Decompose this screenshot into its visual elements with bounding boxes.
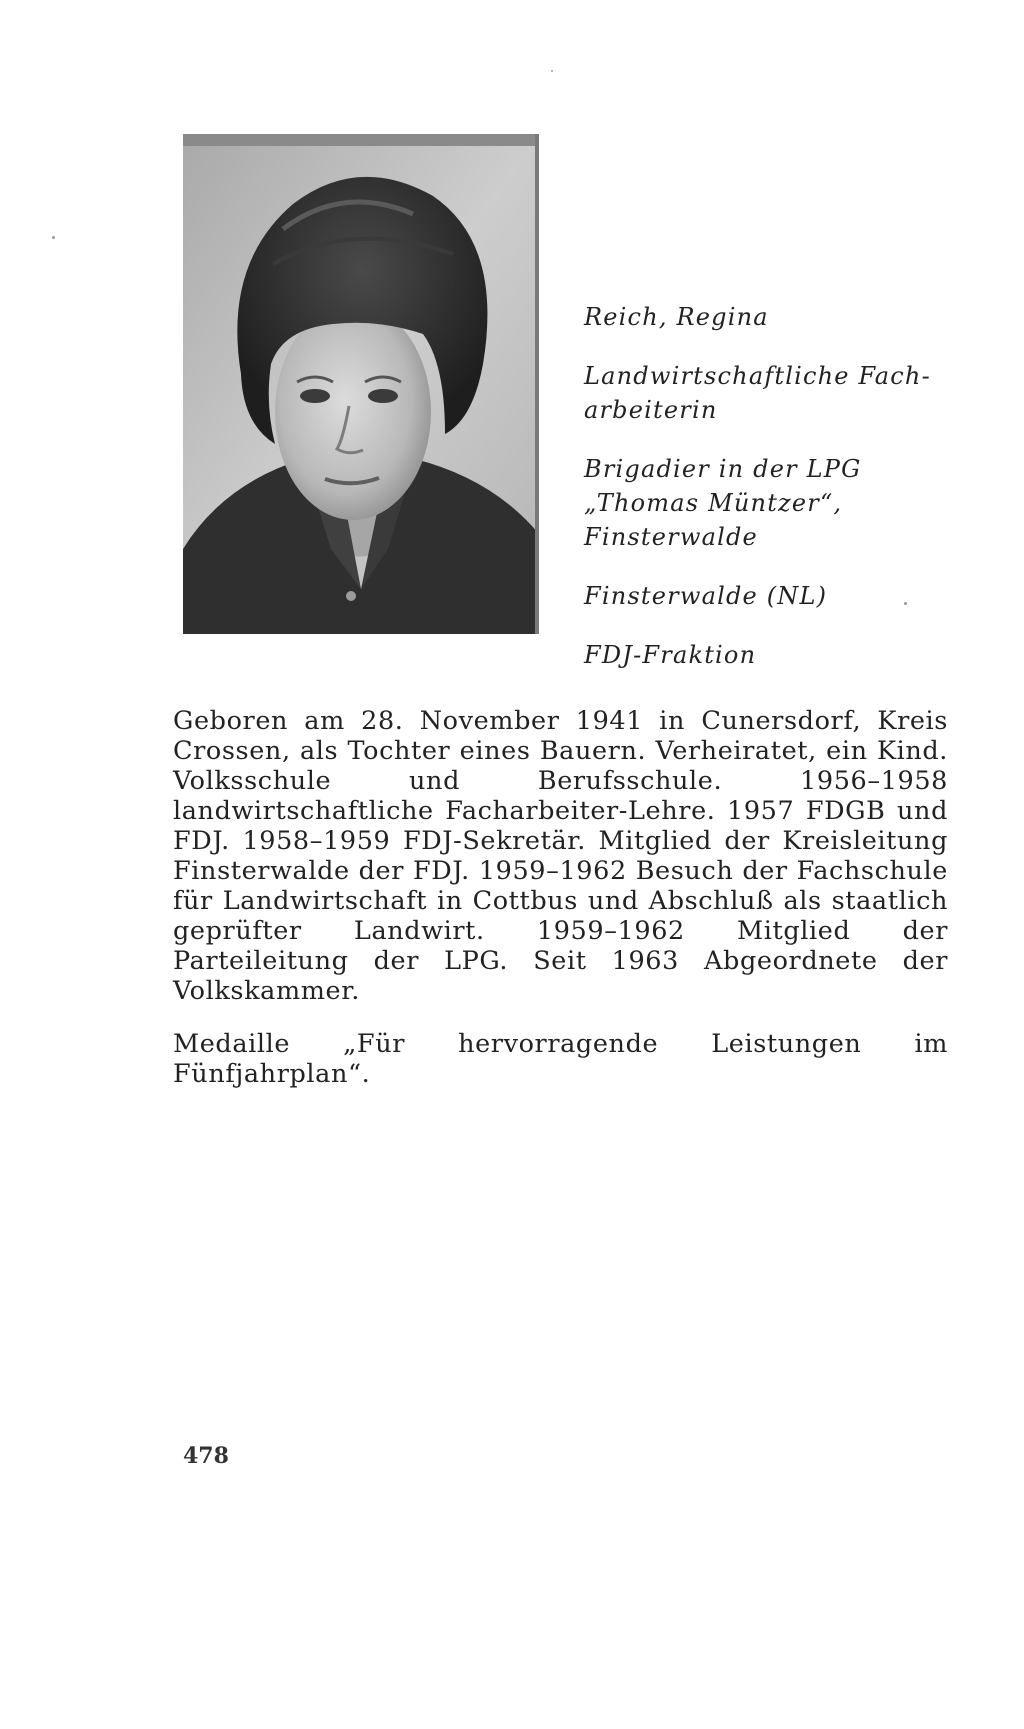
biography-paragraph: Geboren am 28. November 1941 in Cunersdorf, Kreis Crossen, als Tochter eines Bauern. Verheiratet, ein Kind. Volksschule und Berufsschule. 1956–1958 landwirtschaftliche Facharbeiter-Lehre. 1957 FDGB und FDJ. 1958–1959 FDJ-Sekretär. Mitglied der Kreisleitung Finsterwalde der FDJ. 1959–1962 Besuch der Fachschule für Landwirtschaft in Cottbus und Abschluß als staatlich geprüfter Landwirt. 1959–1962 Mitglied der Parteileitung der LPG. Seit 1963 Abgeordnete der Volkskammer. [173, 706, 948, 1006]
person-name: Reich, Regina [584, 303, 769, 331]
occupation-text: Landwirtschaftliche Fach- arbeiterin [584, 362, 931, 424]
page-number: 478 [183, 1443, 229, 1469]
dust-speck [52, 236, 55, 239]
constituency-text: Finsterwalde (NL) [584, 582, 828, 610]
dust-speck [551, 70, 553, 72]
award-paragraph: Medaille „Für hervorragende Leistungen im Fünfjahrplan“. [173, 1029, 948, 1089]
profile-caption [584, 300, 944, 697]
position-text: Brigadier in der LPG „Thomas Müntzer“, Finsterwalde [584, 455, 862, 551]
portrait-photo [183, 134, 539, 634]
biography [173, 706, 948, 1112]
portrait-image [183, 134, 539, 634]
faction-text: FDJ-Fraktion [584, 641, 757, 669]
